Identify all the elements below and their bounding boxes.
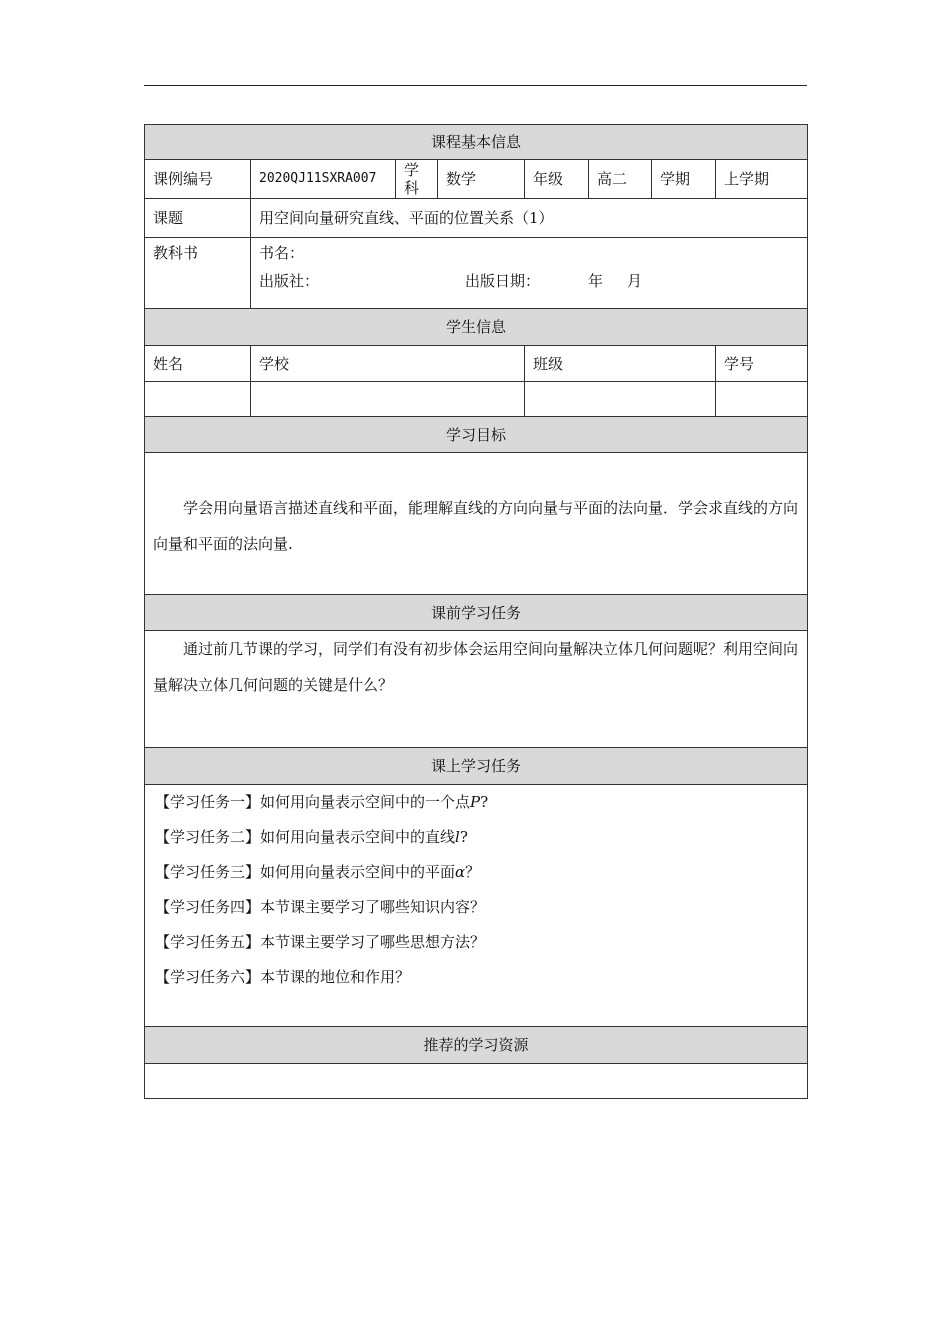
- subject-value: 数学: [438, 160, 525, 199]
- task-math: P: [470, 793, 481, 811]
- task-text: 如何用向量表示空间中的一个点: [260, 793, 471, 811]
- task-item: [155, 925, 799, 960]
- topic-value: 用空间向量研究直线、平面的位置关系（1）: [251, 199, 808, 238]
- task-math: α: [455, 863, 466, 881]
- term-value: 上学期: [716, 160, 808, 199]
- publisher-label: 出版社：: [259, 272, 320, 290]
- task-item: [155, 820, 799, 855]
- lesson-sheet: [144, 124, 807, 1099]
- task-text: 如何用向量表示空间中的平面: [260, 863, 456, 881]
- month-label: 月: [627, 272, 643, 290]
- task-end: ？: [465, 863, 481, 881]
- code-value: 2020QJ11SXRA007: [251, 160, 396, 199]
- preclass-header: 课前学习任务: [145, 595, 808, 631]
- goals-header: 学习目标: [145, 417, 808, 453]
- task-item: [155, 785, 799, 820]
- name-label: 姓名: [145, 346, 251, 382]
- task-tag: 【学习任务五】: [155, 933, 261, 951]
- school-cell: [251, 382, 525, 417]
- year-label: 年: [588, 272, 604, 290]
- grade-label: 年级: [525, 160, 589, 199]
- task-end: ?: [480, 793, 489, 811]
- student-id-cell: [716, 382, 808, 417]
- textbook-details: [251, 238, 808, 309]
- task-text: 本节课的地位和作用？: [260, 968, 411, 986]
- task-tag: 【学习任务一】: [155, 793, 261, 811]
- code-label: 课例编号: [145, 160, 251, 199]
- school-label: 学校: [251, 346, 525, 382]
- preclass-cell: [145, 631, 808, 748]
- task-item: [155, 960, 799, 995]
- term-label: 学期: [652, 160, 716, 199]
- student-id-label: 学号: [716, 346, 808, 382]
- task-item: [155, 890, 799, 925]
- task-tag: 【学习任务六】: [155, 968, 261, 986]
- task-item: [155, 855, 799, 890]
- course-info-header: 课程基本信息: [145, 125, 808, 160]
- task-math: l: [455, 828, 460, 846]
- book-name-label: 书名：: [259, 244, 305, 262]
- lesson-table: [144, 124, 808, 1099]
- task-tag: 【学习任务三】: [155, 863, 261, 881]
- resources-header: 推荐的学习资源: [145, 1027, 808, 1064]
- publish-date-label: 出版日期：: [465, 272, 541, 290]
- publisher-line: [259, 272, 799, 290]
- goals-text: 学会用向量语言描述直线和平面，能理解直线的方向向量与平面的法向量．学会求直线的方向向量和平面的法向量.: [153, 498, 799, 553]
- class-cell: [525, 382, 716, 417]
- inclass-cell: [145, 785, 808, 1027]
- goals-cell: [145, 453, 808, 595]
- header-rule: [144, 85, 807, 86]
- topic-label: 课题: [145, 199, 251, 238]
- subject-label: 学科: [396, 160, 438, 199]
- task-text: 如何用向量表示空间中的直线: [260, 828, 456, 846]
- task-tag: 【学习任务四】: [155, 898, 261, 916]
- preclass-text: 通过前几节课的学习，同学们有没有初步体会运用空间向量解决立体几何问题呢？利用空间向量解决立体几何问题的关键是什么？: [153, 640, 799, 694]
- textbook-label: 教科书: [145, 238, 251, 309]
- name-cell: [145, 382, 251, 417]
- inclass-header: 课上学习任务: [145, 748, 808, 785]
- task-text: 本节课主要学习了哪些思想方法？: [260, 933, 486, 951]
- resources-cell: [145, 1064, 808, 1099]
- task-end: ?: [459, 828, 468, 846]
- class-label: 班级: [525, 346, 716, 382]
- student-info-header: 学生信息: [145, 309, 808, 346]
- task-text: 本节课主要学习了哪些知识内容？: [260, 898, 486, 916]
- task-tag: 【学习任务二】: [155, 828, 261, 846]
- grade-value: 高二: [589, 160, 652, 199]
